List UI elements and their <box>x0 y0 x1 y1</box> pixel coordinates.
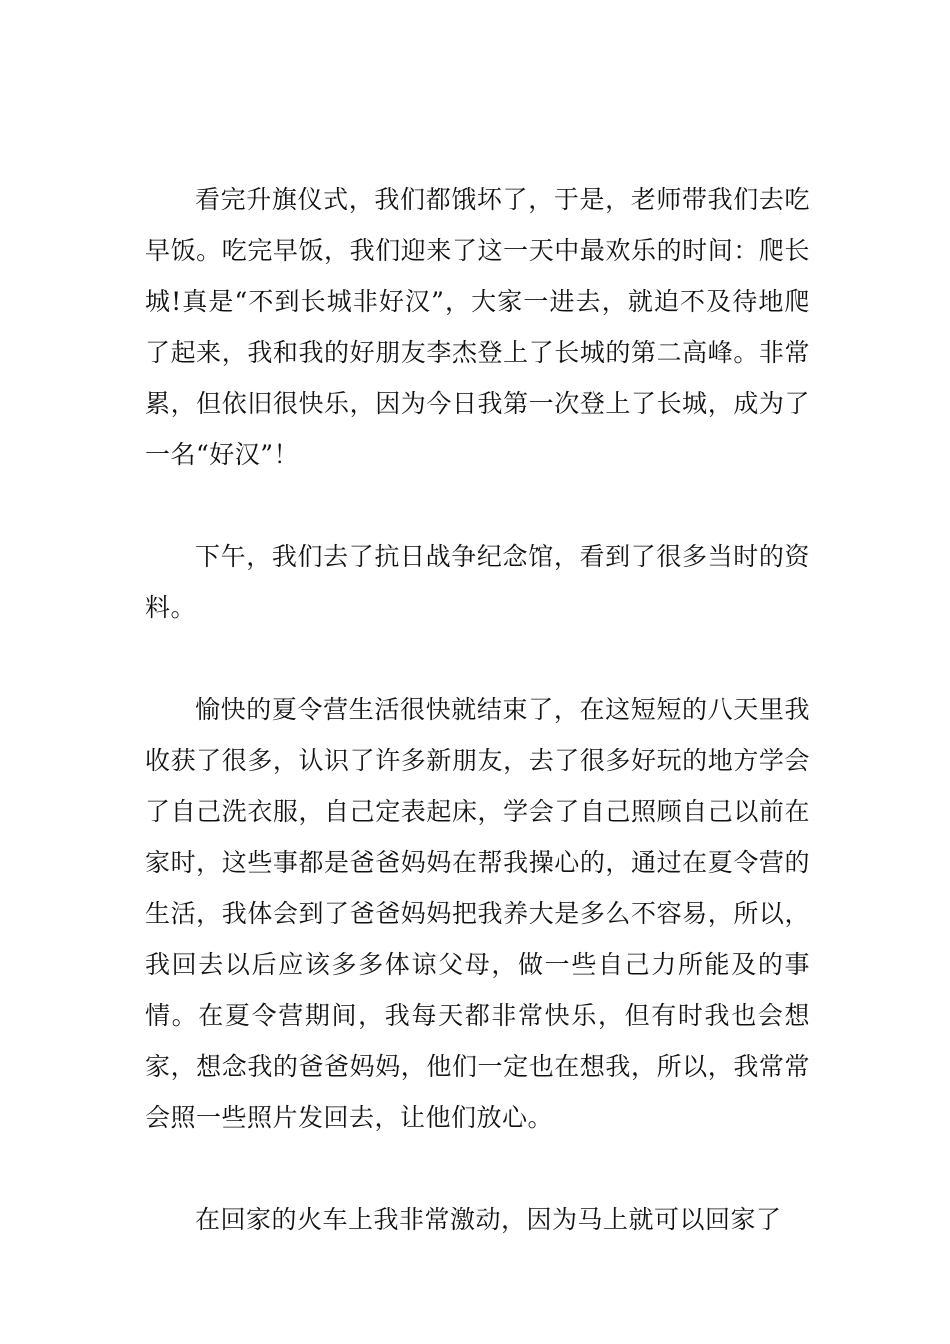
paragraph-camp-summary: 愉快的夏令营生活很快就结束了，在这短短的八天里我收获了很多，认识了许多新朋友，去了很多好玩的地方学会了自己洗衣服，自己定表起床，学会了自己照顾自己以前在家时，这些事都是爸爸妈妈在帮我操心的，通过在夏令营的生活，我体会到了爸爸妈妈把我养大是多么不容易，所以，我回去以后应该多多体谅父母，做一些自己力所能及的事情。在夏令营期间，我每天都非常快乐，但有时我也会想家，想念我的爸爸妈妈，他们一定也在想我，所以，我常常会照一些照片发回去，让他们放心。 <box>145 695 810 1132</box>
paragraph-great-wall: 看完升旗仪式，我们都饿坏了，于是，老师带我们去吃早饭。吃完早饭，我们迎来了这一天中最欢乐的时间：爬长城!真是“不到长城非好汉”，大家一进去，就迫不及待地爬了起来，我和我的好朋友李杰登上了长城的第二高峰。非常累，但依旧很快乐，因为今日我第一次登上了长城，成为了一名“好汉”！ <box>145 185 810 469</box>
paragraph-train-home: 在回家的火车上我非常激动，因为马上就可以回家了 <box>195 1205 782 1234</box>
document-body <box>145 174 810 1245</box>
paragraph-museum: 下午，我们去了抗日战争纪念馆，看到了很多当时的资料。 <box>145 542 810 622</box>
